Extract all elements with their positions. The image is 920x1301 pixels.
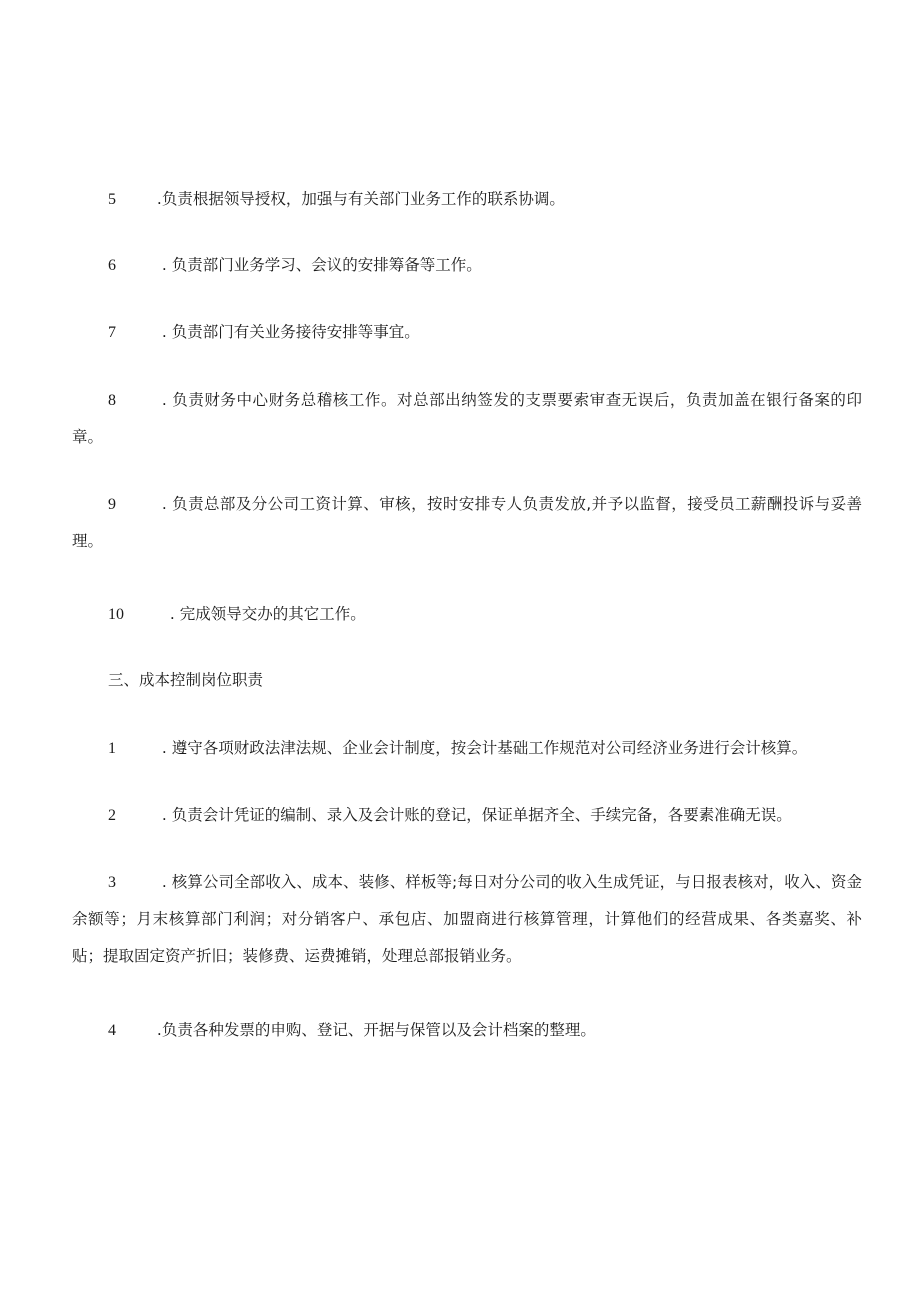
item-text: 负责财务中心财务总稽核工作。对总部出纳签发的支票要索审查无误后，负责加盖在银行备案的印章。 (72, 391, 862, 446)
list-item (72, 864, 862, 975)
item-separator: . (152, 495, 172, 513)
section-heading: 三、成本控制岗位职责 (108, 671, 264, 689)
item-number: 1 (108, 740, 116, 757)
item-separator: . (152, 256, 172, 274)
item-text: 遵守各项财政法津法规、企业会计制度，按会计基础工作规范对公司经济业务进行会计核算。 (171, 739, 808, 757)
item-text: 负责总部及分公司工资计算、审核，按时安排专人负责发放,并予以监督，接受员工薪酬投诉与妥善理。 (72, 495, 862, 550)
item-text: 负责会计凭证的编制、录入及会计账的登记，保证单据齐全、手续完备，各要素准确无误。 (171, 806, 792, 824)
item-separator: . (152, 873, 172, 891)
item-separator: . (152, 739, 172, 757)
item-number: 8 (108, 392, 116, 409)
list-item (72, 486, 862, 560)
list-item (72, 596, 862, 633)
list-item (72, 797, 862, 834)
item-separator: . (152, 190, 162, 208)
list-item (72, 247, 862, 284)
item-number: 5 (108, 191, 116, 208)
item-number: 10 (108, 606, 124, 623)
item-text: 核算公司全部收入、成本、装修、样板等;每日对分公司的收入生成凭证，与日报表核对，收入、资金余额等；月末核算部门利润；对分销客户、承包店、加盟商进行核算管理，计算他们的经营成果、各类嘉奖、补贴；提取固定资产折旧；装修费、运费摊销，处理总部报销业务。 (72, 873, 862, 965)
item-number: 3 (108, 874, 116, 891)
list-item (72, 314, 862, 351)
list-item (72, 730, 862, 767)
item-number: 7 (108, 324, 116, 341)
item-text: 完成领导交办的其它工作。 (179, 605, 366, 623)
item-number: 9 (108, 496, 116, 513)
item-number: 6 (108, 257, 116, 274)
list-item (72, 1012, 862, 1049)
item-separator: . (152, 391, 172, 409)
item-text: 负责部门业务学习、会议的安排筹备等工作。 (171, 256, 482, 274)
list-item (72, 181, 862, 218)
item-text: 负责各种发票的申购、登记、开据与保管以及会计档案的整理。 (161, 1021, 596, 1039)
item-separator: . (152, 1021, 162, 1039)
item-text: 负责部门有关业务接待安排等事宜。 (171, 323, 420, 341)
item-separator: . (152, 806, 172, 824)
item-separator: . (152, 323, 172, 341)
item-text: 负责根据领导授权，加强与有关部门业务工作的联系协调。 (161, 190, 565, 208)
item-separator: . (160, 605, 180, 623)
item-number: 4 (108, 1022, 116, 1039)
list-item (72, 382, 862, 456)
item-number: 2 (108, 807, 116, 824)
